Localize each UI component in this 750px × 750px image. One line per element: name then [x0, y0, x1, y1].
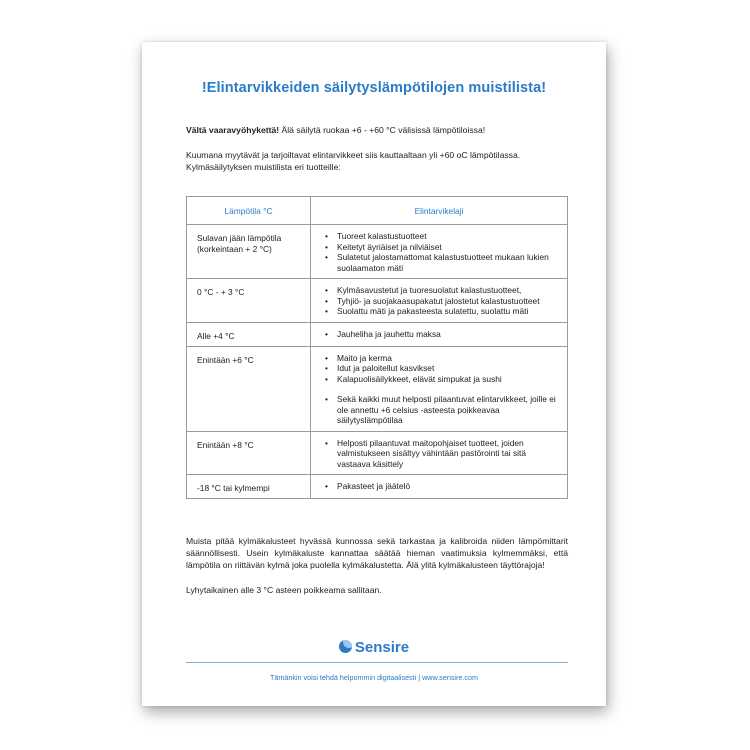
food-cell [311, 225, 568, 279]
table-row [187, 431, 568, 475]
warning-bold: Vältä vaaravyöhykettä! [186, 125, 280, 135]
table-row [187, 225, 568, 279]
calibration-paragraph: Muista pitää kylmäkalusteet hyvässä kunnossa sekä tarkastaa ja kalibroida niiden lämpömittarit säännöllisesti. Usein kylmäkaluste kannattaa säätää hieman vaatimuksia kylmemmäksi, että lämpötila on riittävän kylmä joka puolella kylmäkalustetta. Älä ylitä kylmäkalusteen täyttörajoja! [186, 536, 568, 570]
list-item: • Kalapuolisäilykkeet, elävät simpukat ja sushi [325, 374, 561, 385]
table-row [187, 346, 568, 431]
food-cell [311, 279, 568, 323]
list-item: • Jauheliha ja jauhettu maksa [325, 329, 561, 340]
table-row [187, 475, 568, 499]
list-item: • Helposti pilaantuvat maitopohjaiset tuotteet, joiden valmistukseen sisältyy vähintään pastörointi tai sitä vastaava käsittely [325, 438, 561, 470]
list-item: • Suolattu mäti ja pakasteesta sulatettu, suolattu mäti [325, 306, 561, 317]
temp-cell: Enintään +8 °C [187, 431, 311, 475]
page-title: !Elintarvikkeiden säilytyslämpötilojen muistilista! [201, 80, 547, 96]
footer-text: Tämänkin voisi tehdä helpommin digitaalisesti | www.sensire.com [270, 673, 478, 682]
header-food-type: Elintarvikelaji [311, 197, 568, 225]
list-item: • Keitetyt äyriäiset ja nilviäiset [325, 242, 561, 253]
list-item: • Maito ja kerma [325, 353, 561, 364]
table-header-row [187, 197, 568, 225]
sensire-logo [142, 639, 606, 656]
intro-line-2: Kylmäsäilytyksen muistilista eri tuotteille: [186, 162, 341, 172]
temp-cell: 0 °C - + 3 °C [187, 279, 311, 323]
intro-text [186, 149, 576, 173]
warning-text: Älä säilytä ruokaa +6 - +60 °C välisissä lämpötiloissa! [279, 125, 486, 135]
warning-line [186, 125, 485, 135]
list-item: • Pakasteet ja jäätelö [325, 481, 561, 492]
food-cell [311, 322, 568, 346]
table-row [187, 322, 568, 346]
document-page [142, 42, 606, 706]
temperature-table [186, 196, 568, 499]
table-row [187, 279, 568, 323]
sensire-logo-icon [339, 640, 352, 653]
outro-text [186, 535, 568, 596]
divider [186, 662, 568, 663]
list-item: • Tuoreet kalastustuotteet [325, 231, 561, 242]
header-temperature: Lämpötila °C [187, 197, 311, 225]
list-item: • Idut ja paloitellut kasvikset [325, 363, 561, 374]
intro-line-1: Kuumana myytävät ja tarjoiltavat elintarvikkeet siis kauttaaltaan yli +60 oC lämpötilassa. [186, 150, 521, 160]
list-item: • Sulatetut jalostamattomat kalastustuotteet mukaan lukien suolaamaton mäti [325, 252, 561, 273]
food-cell [311, 475, 568, 499]
list-item: • Kylmäsavustetut ja tuoresuolatut kalastustuotteet, [325, 285, 561, 296]
temp-cell: Enintään +6 °C [187, 346, 311, 431]
temp-cell: Alle +4 °C [187, 322, 311, 346]
list-item: • Sekä kaikki muut helposti pilaantuvat elintarvikkeet, joille ei ole annettu +6 celsius -asteesta poikkeavaa säilytyslämpötilaa [325, 394, 561, 426]
tolerance-note: Lyhytaikainen alle 3 °C asteen poikkeama sallitaan. [186, 585, 382, 595]
list-item: • Tyhjiö- ja suojakaasupakatut jalostetut kalastustuotteet [325, 296, 561, 307]
temp-cell: Sulavan jään lämpötila (korkeintaan + 2 °C) [187, 225, 311, 279]
logo-text: Sensire [354, 639, 410, 656]
food-cell [311, 431, 568, 475]
temp-cell: -18 °C tai kylmempi [187, 475, 311, 499]
food-cell [311, 346, 568, 431]
